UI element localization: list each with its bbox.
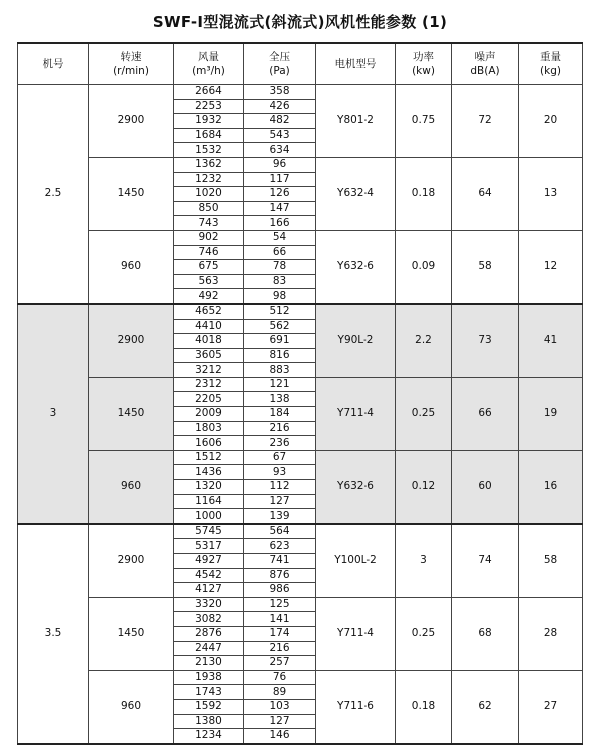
cell-pressure: 98 xyxy=(244,289,316,304)
header-weight: 重量 (kg) xyxy=(519,43,583,85)
cell-speed: 1450 xyxy=(89,377,174,450)
table-header xyxy=(18,43,583,85)
cell-flow: 902 xyxy=(174,230,244,245)
cell-model-no: 2.5 xyxy=(18,85,89,304)
cell-pressure: 512 xyxy=(244,304,316,319)
cell-pressure: 257 xyxy=(244,656,316,671)
header-power: 功率 (kw) xyxy=(396,43,452,85)
cell-noise: 68 xyxy=(452,597,519,670)
cell-flow: 2009 xyxy=(174,407,244,422)
cell-power: 0.75 xyxy=(396,85,452,158)
cell-pressure: 986 xyxy=(244,583,316,598)
table-row xyxy=(18,524,583,539)
cell-pressure: 117 xyxy=(244,172,316,187)
cell-pressure: 883 xyxy=(244,363,316,378)
table-body xyxy=(18,85,583,744)
cell-speed: 2900 xyxy=(89,524,174,597)
cell-noise: 58 xyxy=(452,230,519,303)
cell-flow: 1532 xyxy=(174,143,244,158)
cell-flow: 5317 xyxy=(174,539,244,554)
cell-flow: 2447 xyxy=(174,641,244,656)
cell-pressure: 816 xyxy=(244,348,316,363)
cell-pressure: 426 xyxy=(244,99,316,114)
cell-pressure: 125 xyxy=(244,597,316,612)
cell-pressure: 564 xyxy=(244,524,316,539)
cell-pressure: 139 xyxy=(244,509,316,524)
cell-flow: 1380 xyxy=(174,714,244,729)
cell-motor: Y100L-2 xyxy=(316,524,396,597)
cell-weight: 20 xyxy=(519,85,583,158)
header-noise: 噪声 dB(A) xyxy=(452,43,519,85)
cell-power: 0.12 xyxy=(396,450,452,523)
cell-power: 0.18 xyxy=(396,157,452,230)
cell-power: 0.25 xyxy=(396,377,452,450)
cell-flow: 2664 xyxy=(174,85,244,100)
cell-flow: 563 xyxy=(174,274,244,289)
table-row xyxy=(18,230,583,245)
cell-speed: 960 xyxy=(89,450,174,523)
cell-pressure: 103 xyxy=(244,699,316,714)
cell-pressure: 216 xyxy=(244,641,316,656)
cell-flow: 675 xyxy=(174,260,244,275)
cell-flow: 3082 xyxy=(174,612,244,627)
cell-flow: 850 xyxy=(174,201,244,216)
header-speed: 转速 (r/min) xyxy=(89,43,174,85)
cell-power: 0.25 xyxy=(396,597,452,670)
cell-flow: 1743 xyxy=(174,685,244,700)
cell-flow: 4652 xyxy=(174,304,244,319)
cell-motor: Y801-2 xyxy=(316,85,396,158)
header-pressure: 全压 (Pa) xyxy=(244,43,316,85)
cell-model-no: 3 xyxy=(18,304,89,524)
performance-table xyxy=(17,42,583,745)
table-row xyxy=(18,304,583,319)
cell-flow: 2312 xyxy=(174,377,244,392)
cell-weight: 13 xyxy=(519,157,583,230)
table-row xyxy=(18,85,583,100)
cell-pressure: 216 xyxy=(244,421,316,436)
cell-pressure: 67 xyxy=(244,450,316,465)
cell-flow: 1232 xyxy=(174,172,244,187)
cell-flow: 1436 xyxy=(174,465,244,480)
table-row xyxy=(18,450,583,465)
cell-weight: 27 xyxy=(519,670,583,743)
cell-flow: 2205 xyxy=(174,392,244,407)
cell-power: 0.09 xyxy=(396,230,452,303)
cell-motor: Y632-6 xyxy=(316,230,396,303)
cell-motor: Y632-4 xyxy=(316,157,396,230)
cell-pressure: 482 xyxy=(244,114,316,129)
cell-noise: 66 xyxy=(452,377,519,450)
cell-pressure: 174 xyxy=(244,626,316,641)
cell-flow: 1684 xyxy=(174,128,244,143)
cell-flow: 5745 xyxy=(174,524,244,539)
cell-flow: 1803 xyxy=(174,421,244,436)
cell-power: 0.18 xyxy=(396,670,452,743)
cell-noise: 72 xyxy=(452,85,519,158)
cell-pressure: 634 xyxy=(244,143,316,158)
cell-flow: 1164 xyxy=(174,494,244,509)
cell-pressure: 146 xyxy=(244,729,316,744)
cell-model-no: 3.5 xyxy=(18,524,89,744)
cell-flow: 4927 xyxy=(174,554,244,569)
cell-pressure: 876 xyxy=(244,568,316,583)
header-motor: 电机型号 xyxy=(316,43,396,85)
table-row xyxy=(18,597,583,612)
cell-noise: 73 xyxy=(452,304,519,377)
cell-flow: 492 xyxy=(174,289,244,304)
cell-motor: Y632-6 xyxy=(316,450,396,523)
cell-pressure: 543 xyxy=(244,128,316,143)
cell-pressure: 184 xyxy=(244,407,316,422)
cell-noise: 74 xyxy=(452,524,519,597)
cell-speed: 1450 xyxy=(89,157,174,230)
cell-flow: 2876 xyxy=(174,626,244,641)
cell-power: 2.2 xyxy=(396,304,452,377)
cell-pressure: 126 xyxy=(244,187,316,202)
table-row xyxy=(18,157,583,172)
cell-noise: 60 xyxy=(452,450,519,523)
cell-pressure: 66 xyxy=(244,245,316,260)
cell-noise: 64 xyxy=(452,157,519,230)
cell-pressure: 121 xyxy=(244,377,316,392)
cell-flow: 2130 xyxy=(174,656,244,671)
cell-flow: 3212 xyxy=(174,363,244,378)
cell-pressure: 89 xyxy=(244,685,316,700)
page-title: SWF-Ⅰ型混流式(斜流式)风机性能参数 (1) xyxy=(152,13,448,31)
cell-weight: 28 xyxy=(519,597,583,670)
cell-noise: 62 xyxy=(452,670,519,743)
header-model-no: 机号 xyxy=(18,43,89,85)
cell-pressure: 166 xyxy=(244,216,316,231)
cell-pressure: 96 xyxy=(244,157,316,172)
cell-pressure: 138 xyxy=(244,392,316,407)
cell-flow: 3605 xyxy=(174,348,244,363)
table-row xyxy=(18,670,583,685)
cell-flow: 1020 xyxy=(174,187,244,202)
cell-pressure: 112 xyxy=(244,480,316,495)
cell-weight: 16 xyxy=(519,450,583,523)
cell-flow: 1234 xyxy=(174,729,244,744)
cell-speed: 2900 xyxy=(89,85,174,158)
cell-flow: 3320 xyxy=(174,597,244,612)
cell-pressure: 93 xyxy=(244,465,316,480)
cell-motor: Y711-4 xyxy=(316,597,396,670)
cell-flow: 4127 xyxy=(174,583,244,598)
cell-weight: 12 xyxy=(519,230,583,303)
cell-flow: 1512 xyxy=(174,450,244,465)
cell-flow: 1592 xyxy=(174,699,244,714)
cell-speed: 960 xyxy=(89,230,174,303)
cell-pressure: 127 xyxy=(244,494,316,509)
cell-motor: Y90L-2 xyxy=(316,304,396,377)
cell-pressure: 691 xyxy=(244,334,316,349)
cell-pressure: 141 xyxy=(244,612,316,627)
cell-motor: Y711-4 xyxy=(316,377,396,450)
cell-pressure: 147 xyxy=(244,201,316,216)
cell-flow: 1932 xyxy=(174,114,244,129)
cell-pressure: 236 xyxy=(244,436,316,451)
cell-flow: 1362 xyxy=(174,157,244,172)
table-row xyxy=(18,377,583,392)
cell-pressure: 76 xyxy=(244,670,316,685)
header-flow: 风量 (m³/h) xyxy=(174,43,244,85)
cell-pressure: 54 xyxy=(244,230,316,245)
cell-speed: 2900 xyxy=(89,304,174,377)
cell-speed: 1450 xyxy=(89,597,174,670)
cell-flow: 1938 xyxy=(174,670,244,685)
cell-weight: 58 xyxy=(519,524,583,597)
cell-flow: 2253 xyxy=(174,99,244,114)
cell-pressure: 562 xyxy=(244,319,316,334)
cell-flow: 4018 xyxy=(174,334,244,349)
cell-flow: 743 xyxy=(174,216,244,231)
cell-pressure: 358 xyxy=(244,85,316,100)
cell-pressure: 741 xyxy=(244,554,316,569)
cell-flow: 4410 xyxy=(174,319,244,334)
cell-motor: Y711-6 xyxy=(316,670,396,743)
cell-weight: 19 xyxy=(519,377,583,450)
cell-pressure: 83 xyxy=(244,274,316,289)
cell-weight: 41 xyxy=(519,304,583,377)
cell-speed: 960 xyxy=(89,670,174,743)
cell-pressure: 623 xyxy=(244,539,316,554)
cell-flow: 1000 xyxy=(174,509,244,524)
cell-flow: 1320 xyxy=(174,480,244,495)
cell-power: 3 xyxy=(396,524,452,597)
cell-pressure: 78 xyxy=(244,260,316,275)
cell-flow: 4542 xyxy=(174,568,244,583)
cell-pressure: 127 xyxy=(244,714,316,729)
cell-flow: 1606 xyxy=(174,436,244,451)
cell-flow: 746 xyxy=(174,245,244,260)
